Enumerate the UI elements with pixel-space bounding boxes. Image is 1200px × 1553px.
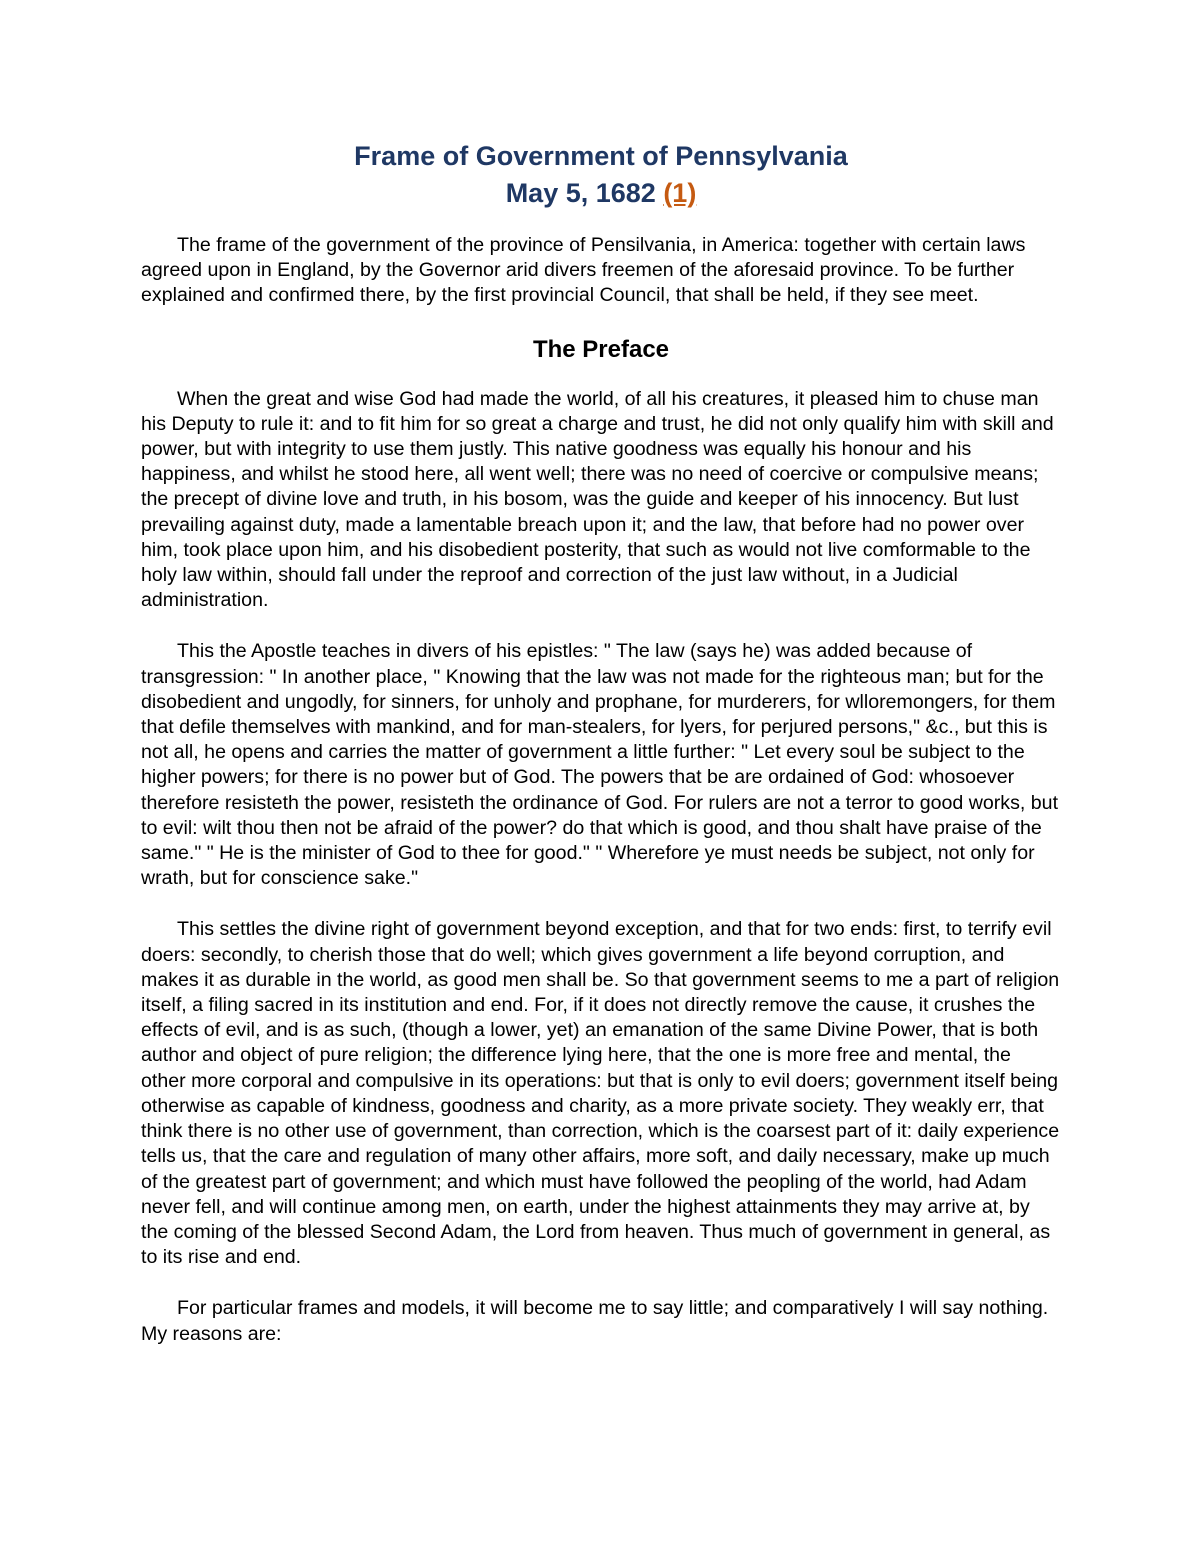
- document-date-line: [141, 175, 1061, 212]
- document-page: [141, 138, 1061, 1373]
- intro-paragraph: The frame of the government of the province of Pensilvania, in America: together with certain laws agreed upon in England, by the Governor arid divers freemen of the aforesaid province. To be further explained and confirmed there, by the first provincial Council, that shall be held, if they see meet.: [141, 234, 1026, 307]
- document-date: May 5, 1682: [505, 178, 656, 208]
- preface-heading: The Preface: [532, 335, 670, 363]
- footnote-link[interactable]: (1): [663, 178, 697, 208]
- body-paragraph-3: This settles the divine right of government beyond exception, and that for two ends: first, to terrify evil doers: secondly, to cherish those that do well; which gives government a life beyond corruption, and makes it as durable in the world, as good men shall be. So that government seems to me a part of religion itself, a filing sacred in its institution and end. For, if it does not directly remove the cause, it crushes the effects of evil, and is as such, (though a lower, yet) an emanation of the same Divine Power, that is both author and object of pure religion; the difference lying here, that the one is more free and mental, the other more corporal and compulsive in its operations: but that is only to evil doers; government itself being otherwise as capable of kindness, goodness and charity, as a more private society. They weakly err, that think there is no other use of government, than correction, which is the coarsest part of it: daily experience tells us, that the care and regulation of many other affairs, more soft, and daily necessary, make up much of the greatest part of government; and which must have followed the peopling of the world, had Adam never fell, and will continue among men, on earth, under the highest attainments they may arrive at, by the coming of the blessed Second Adam, the Lord from heaven. Thus much of government in general, as to its rise and end.: [141, 918, 1060, 1269]
- body-paragraph-2: This the Apostle teaches in divers of his epistles: " The law (says he) was added because of transgression: " In another place, " Knowing that the law was not made for the righteous man; but for the disobedient and ungodly, for sinners, for unholy and prophane, for murderers, for wlloremongers, for them that defile themselves with mankind, and for man-stealers, for lyers, for perjured persons," &c., but this is not all, he opens and carries the matter of government a little further: " Let every soul be subject to the higher powers; for there is no power but of God. The powers that be are ordained of God: whosoever therefore resisteth the power, resisteth the ordinance of God. For rulers are not a terror to good works, but to evil: wilt thou then not be afraid of the power? do that which is good, and thou shalt have praise of the same." " He is the minister of God to thee for good." " Wherefore ye must needs be subject, not only for wrath, but for conscience sake.": [141, 640, 1059, 890]
- body-paragraph-1: When the great and wise God had made the world, of all his creatures, it pleased him to chuse man his Deputy to rule it: and to fit him for so great a charge and trust, he did not only qualify him with skill and power, but with integrity to use them justly. This native goodness was equally his honour and his happiness, and whilst he stood here, all went well; there was no need of coercive or compulsive means; the precept of divine love and truth, in his bosom, was the guide and keeper of his innocency. But lust prevailing against duty, made a lamentable breach upon it; and the law, that before had no power over him, took place upon him, and his disobedient posterity, that such as would not live comformable to the holy law within, should fall under the reproof and correction of the just law without, in a Judicial administration.: [141, 387, 1054, 612]
- body-paragraph-4: For particular frames and models, it will become me to say little; and comparatively I will say nothing. My reasons are:: [141, 1297, 1049, 1345]
- document-title: Frame of Government of Pennsylvania: [354, 141, 848, 171]
- document-title-block: [141, 138, 1061, 212]
